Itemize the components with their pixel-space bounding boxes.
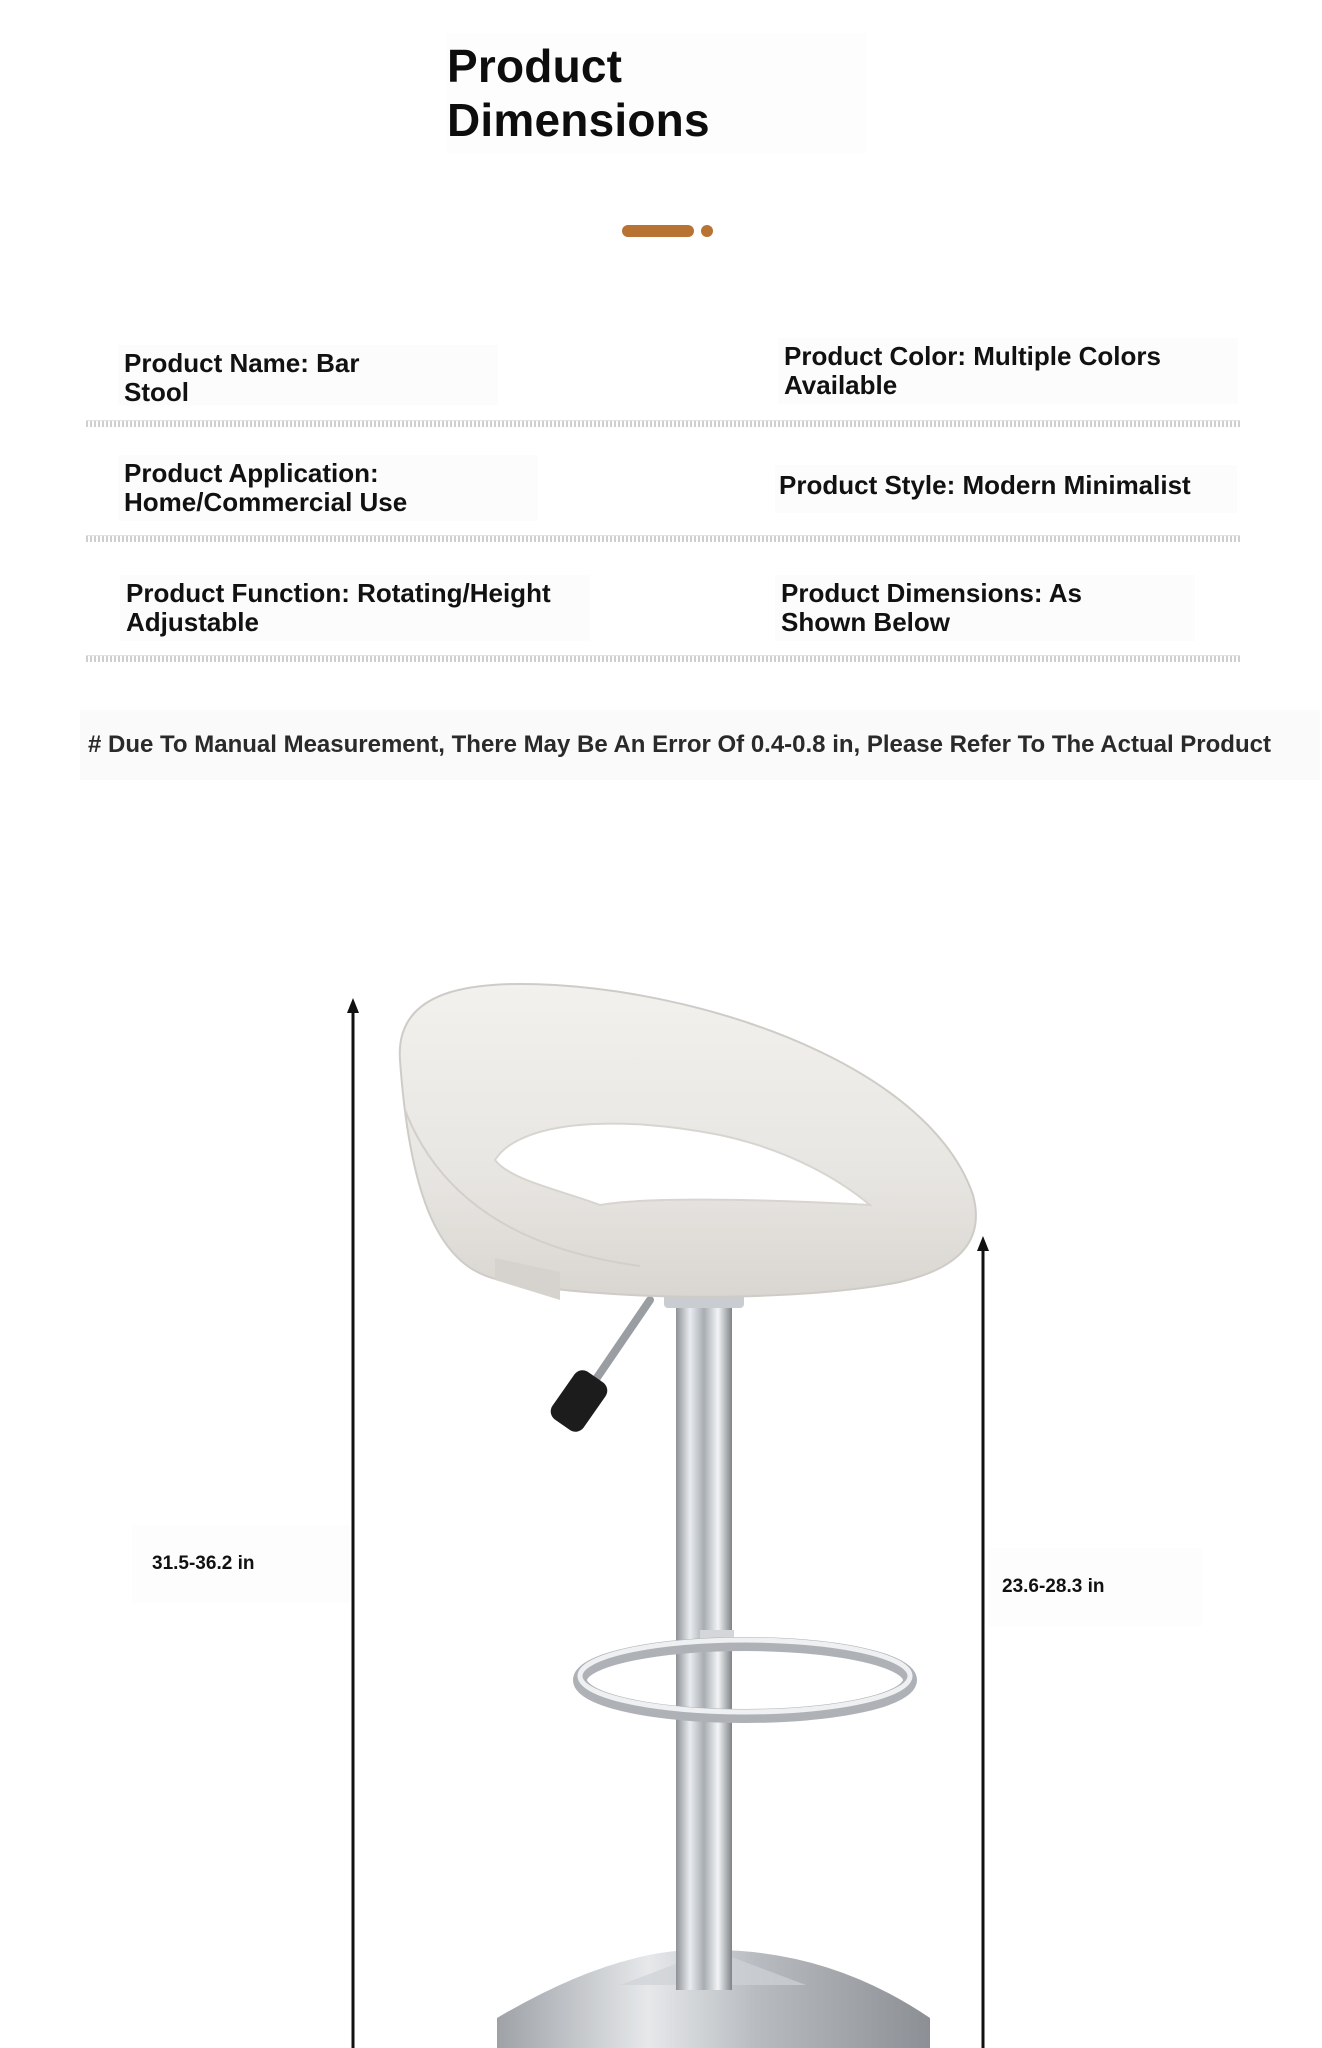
spec-product-function-text: Product Function: Rotating/Height Adjustable bbox=[126, 578, 551, 638]
seat bbox=[400, 984, 976, 1300]
spec-product-dimensions-text: Product Dimensions: As Shown Below bbox=[781, 578, 1082, 638]
spec-product-style-text: Product Style: Modern Minimalist bbox=[779, 470, 1191, 500]
spec-product-color-text: Product Color: Multiple Colors Available bbox=[784, 341, 1161, 401]
total-height-label: 31.5-36.2 in bbox=[152, 1553, 255, 1574]
spec-product-application-text: Product Application: Home/Commercial Use bbox=[124, 458, 408, 518]
page-title: Product Dimensions bbox=[447, 40, 710, 146]
spec-product-name-text: Product Name: Bar Stool bbox=[124, 348, 360, 408]
measurement-note: # Due To Manual Measurement, There May Be An Error Of 0.4-0.8 in, Please Refer To The Actual Product bbox=[88, 731, 1271, 758]
gas-lever bbox=[547, 1300, 650, 1436]
seat-height-arrow bbox=[977, 1236, 989, 2048]
foot-ring bbox=[580, 1640, 910, 1716]
total-height-arrow bbox=[347, 998, 359, 2048]
seat-height-label-box bbox=[988, 1548, 1202, 1626]
total-height-label-box bbox=[132, 1525, 350, 1603]
seat-height-label: 23.6-28.3 in bbox=[1002, 1576, 1105, 1597]
